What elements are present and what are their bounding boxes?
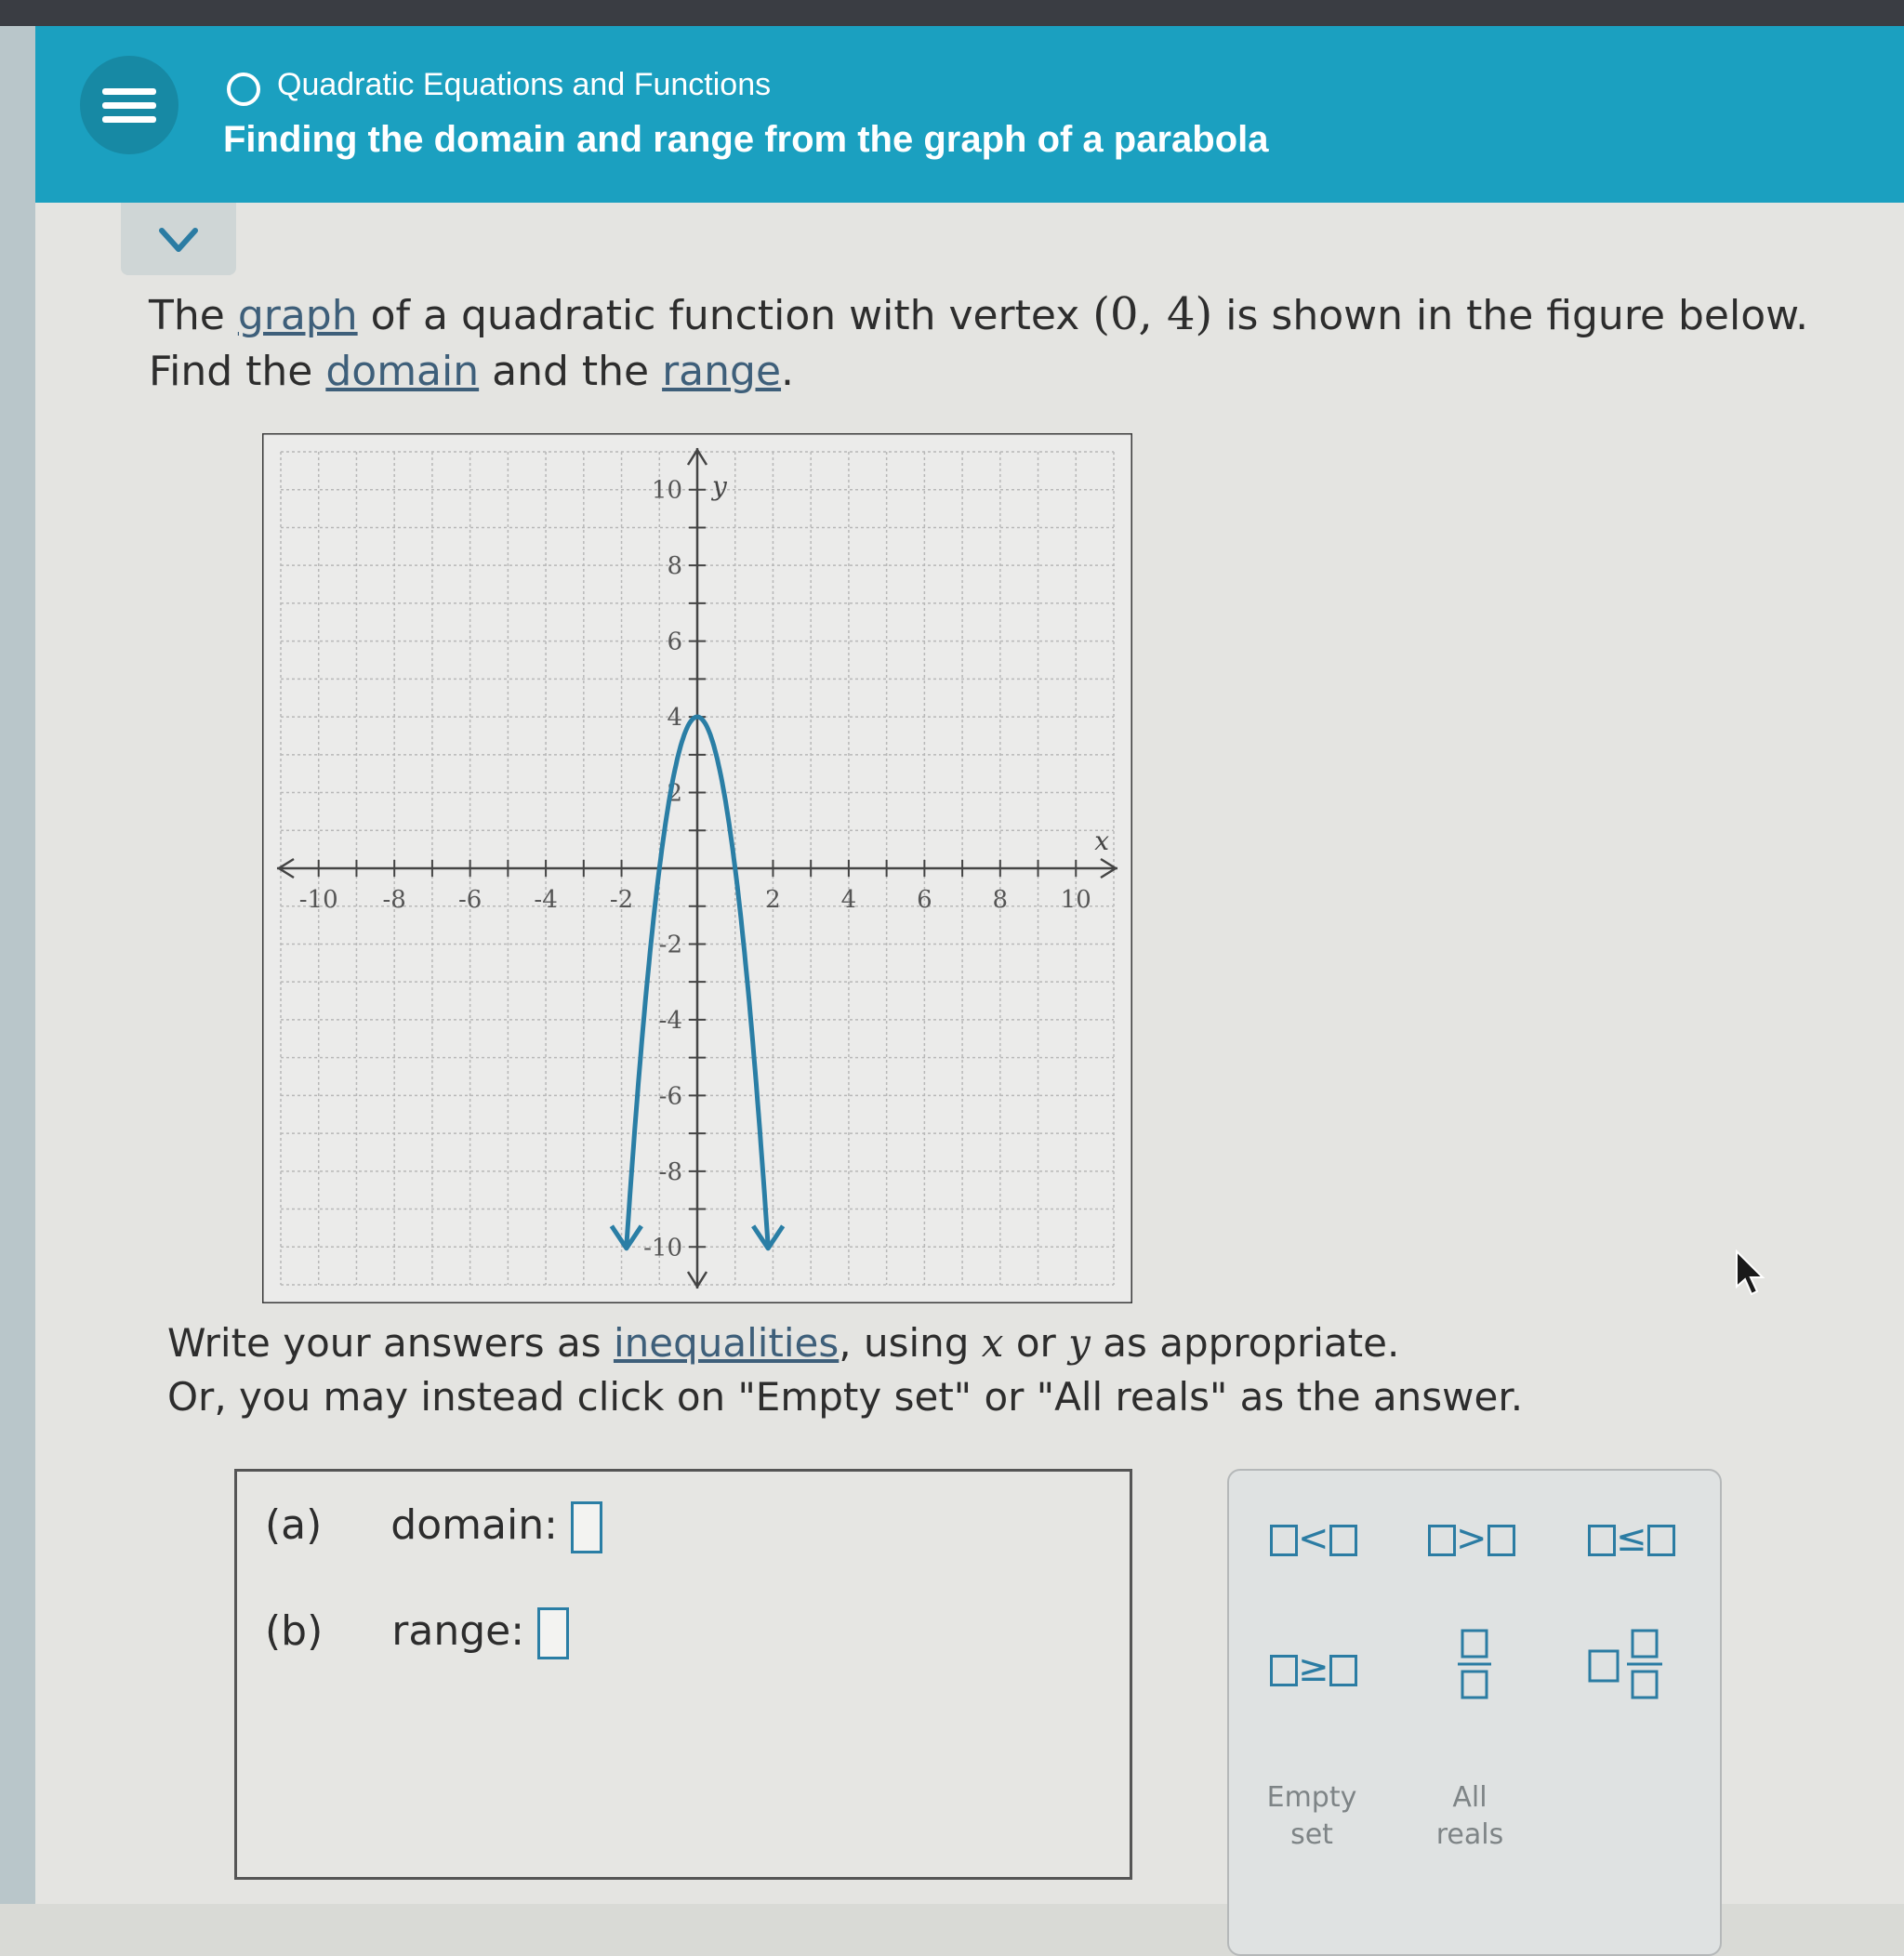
- fraction-icon: [1456, 1627, 1493, 1701]
- topic-status-icon: [227, 73, 260, 106]
- domain-input[interactable]: [571, 1501, 602, 1553]
- part-b-label: (b): [265, 1607, 323, 1655]
- question-text-segment: Find the: [149, 348, 325, 395]
- x-tick-label: -10: [299, 886, 338, 914]
- y-tick-label: 4: [667, 704, 682, 732]
- left-strip: [0, 26, 35, 1904]
- question-text-segment: .: [781, 348, 794, 395]
- range-input[interactable]: [537, 1607, 569, 1659]
- question-text-segment: is shown in the figure below.: [1212, 292, 1808, 339]
- x-tick-label: 6: [917, 886, 932, 914]
- x-tick-label: -8: [383, 886, 406, 914]
- domain-label: domain:: [390, 1501, 558, 1549]
- fraction-button[interactable]: [1456, 1627, 1493, 1711]
- y-tick-label: 6: [667, 628, 682, 656]
- graph-link[interactable]: graph: [238, 292, 358, 339]
- domain-link[interactable]: domain: [325, 348, 479, 395]
- instruction-text: Write your answers as: [167, 1320, 614, 1366]
- range-link[interactable]: range: [662, 348, 781, 395]
- y-tick-label: -10: [643, 1234, 682, 1262]
- x-tick-label: 8: [993, 886, 1009, 914]
- answer-panel: [234, 1469, 1132, 1880]
- instruction-text: , using: [839, 1320, 982, 1366]
- x-tick-label: -2: [610, 886, 633, 914]
- chevron-down-icon: [156, 221, 201, 258]
- topic-title: Quadratic Equations and Functions: [277, 67, 771, 103]
- y-tick-label: 8: [667, 552, 682, 580]
- empty-set-label: Empty: [1261, 1779, 1363, 1817]
- question-text-segment: and the: [479, 348, 662, 395]
- x-tick-label: 10: [1061, 886, 1091, 914]
- y-axis-label: y: [710, 471, 728, 502]
- empty-set-label: set: [1261, 1817, 1363, 1854]
- top-bezel: [0, 0, 1904, 26]
- variable-y: y: [1068, 1320, 1091, 1366]
- x-axis-label: x: [1094, 826, 1109, 856]
- question-text-segment: of a quadratic function with vertex: [358, 292, 1093, 339]
- math-keypad: [1227, 1469, 1722, 1956]
- main-content: [35, 203, 1904, 1904]
- instruction-text: as appropriate.: [1091, 1320, 1399, 1366]
- question-text: [149, 286, 1808, 400]
- menu-icon: [102, 88, 156, 95]
- question-text-segment: The: [149, 292, 238, 339]
- parabola-graph: [262, 433, 1132, 1303]
- inequalities-link[interactable]: inequalities: [614, 1320, 839, 1366]
- lesson-title: Finding the domain and range from the graph of a parabola: [223, 119, 1269, 161]
- all-reals-button[interactable]: [1419, 1779, 1521, 1854]
- y-tick-label: 10: [652, 477, 682, 505]
- mixed-number-icon: [1586, 1627, 1670, 1701]
- x-tick-label: -6: [458, 886, 482, 914]
- empty-set-button[interactable]: [1261, 1779, 1363, 1854]
- all-reals-label: All: [1419, 1779, 1521, 1817]
- instruction-line-2: Or, you may instead click on "Empty set" or "All reals" as the answer.: [167, 1370, 1523, 1424]
- part-a-label: (a): [265, 1501, 322, 1549]
- x-tick-label: -4: [534, 886, 557, 914]
- domain-row: [265, 1501, 602, 1553]
- y-tick-label: 2: [667, 780, 682, 808]
- range-row: [265, 1607, 569, 1659]
- all-reals-label: reals: [1419, 1817, 1521, 1854]
- greater-equal-button[interactable]: ≥: [1270, 1647, 1357, 1690]
- instructions: [167, 1316, 1523, 1424]
- y-tick-label: -8: [659, 1158, 682, 1186]
- vertex-value: (0, 4): [1092, 288, 1212, 340]
- x-tick-label: 2: [765, 886, 781, 914]
- y-tick-label: -6: [659, 1082, 682, 1110]
- mouse-cursor-icon: [1733, 1249, 1770, 1302]
- y-tick-label: -2: [659, 931, 682, 958]
- collapse-button[interactable]: [121, 203, 236, 275]
- greater-than-button[interactable]: >: [1428, 1517, 1515, 1560]
- y-tick-label: -4: [659, 1007, 682, 1035]
- instruction-text: or: [1003, 1320, 1068, 1366]
- less-than-button[interactable]: <: [1270, 1517, 1357, 1560]
- less-equal-button[interactable]: ≤: [1588, 1517, 1675, 1560]
- menu-icon-bar: [102, 102, 156, 109]
- menu-button[interactable]: [80, 56, 178, 154]
- menu-icon-bar: [102, 116, 156, 123]
- lesson-header: [35, 26, 1904, 203]
- x-tick-label: 4: [841, 886, 857, 914]
- variable-x: x: [982, 1320, 1004, 1366]
- mixed-number-button[interactable]: [1586, 1627, 1670, 1711]
- range-label: range:: [391, 1607, 524, 1655]
